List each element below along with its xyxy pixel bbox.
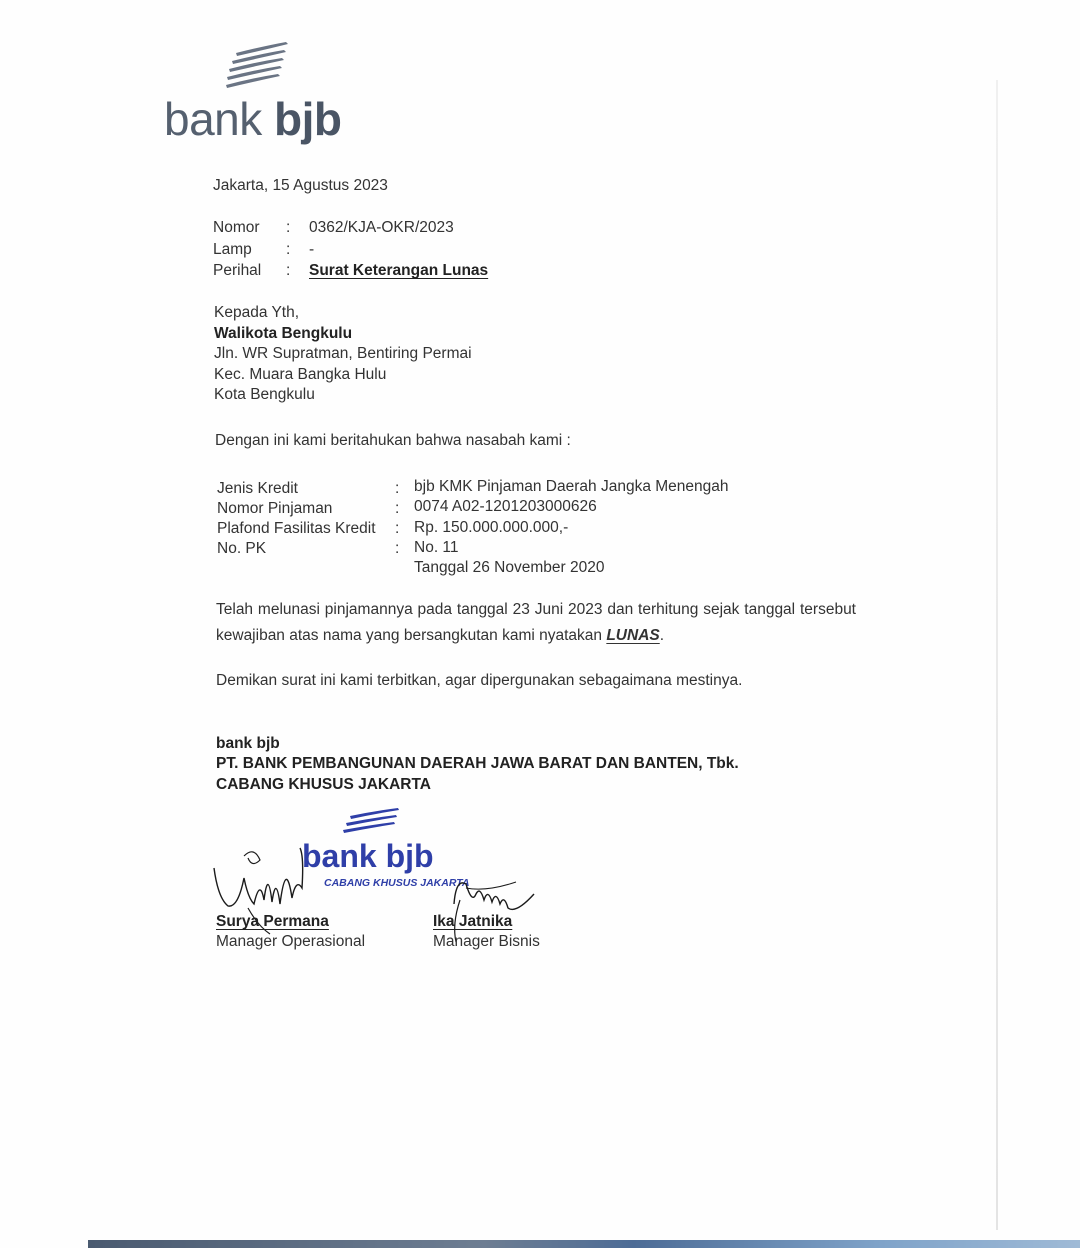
signatory-title-2: Manager Bisnis xyxy=(433,933,540,950)
intro-text: Dengan ini kami beritahukan bahwa nasabah kami : xyxy=(215,432,571,449)
detail-sep: : xyxy=(395,540,400,557)
bottom-edge-strip xyxy=(88,1240,1080,1248)
field-value-perihal: Surat Keterangan Lunas xyxy=(309,262,489,279)
stamp-wordmark: bank bjb xyxy=(302,838,434,874)
closing-org-full: PT. BANK PEMBANGUNAN DAERAH JAWA BARAT DAN BANTEN, Tbk. xyxy=(216,755,739,772)
lunas-emphasis: LUNAS xyxy=(606,627,660,644)
field-value-nomor: 0362/KJA-OKR/2023 xyxy=(309,219,454,236)
field-label-perihal: Perihal xyxy=(213,262,262,279)
logo-wordmark: bank bjb xyxy=(164,93,342,145)
page-edge xyxy=(996,80,998,1230)
detail-value: 0074 A02-1201203000626 xyxy=(414,498,597,515)
field-sep-nomor: : xyxy=(286,219,291,236)
field-label-nomor: Nomor xyxy=(213,219,260,236)
logo-swoosh-icon xyxy=(226,40,292,88)
detail-value: No. 11 xyxy=(414,539,459,556)
detail-sep: : xyxy=(395,520,400,537)
letter-date: Jakarta, 15 Agustus 2023 xyxy=(213,177,388,194)
recipient-address-1: Jln. WR Supratman, Bentiring Permai xyxy=(214,345,472,362)
field-value-lamp: - xyxy=(309,241,315,258)
detail-label: No. PK xyxy=(217,540,267,557)
signatory-name-1: Surya Permana xyxy=(216,913,329,930)
detail-sep: : xyxy=(395,500,400,517)
body-paragraph-2: Demikan surat ini kami terbitkan, agar dipergunakan sebagaimana mestinya. xyxy=(216,672,743,689)
recipient-name: Walikota Bengkulu xyxy=(214,325,353,342)
recipient-salutation: Kepada Yth, xyxy=(214,304,300,321)
recipient-address-2: Kec. Muara Bangka Hulu xyxy=(214,366,387,383)
closing-org-short: bank bjb xyxy=(216,735,280,752)
signatory-name-2: Ika Jatnika xyxy=(433,913,513,930)
bank-logo xyxy=(164,40,374,150)
closing-branch: CABANG KHUSUS JAKARTA xyxy=(216,776,431,793)
body-paragraph-1: Telah melunasi pinjamannya pada tanggal 23 Juni 2023 dan terhitung sejak tanggal tersebut kewajiban atas nama yang bersangkutan kami nyatakan LUNAS. xyxy=(216,601,856,644)
detail-label: Jenis Kredit xyxy=(217,480,298,497)
detail-value: Rp. 150.000.000.000,- xyxy=(414,519,569,536)
signature-ika xyxy=(446,864,542,944)
detail-extra: Tanggal 26 November 2020 xyxy=(414,559,605,576)
field-label-lamp: Lamp xyxy=(213,241,252,258)
signatory-title-1: Manager Operasional xyxy=(216,933,366,950)
recipient-address-3: Kota Bengkulu xyxy=(214,386,315,403)
detail-sep: : xyxy=(395,480,400,497)
field-sep-lamp: : xyxy=(286,241,291,258)
field-sep-perihal: : xyxy=(286,262,291,279)
stamp-swoosh-icon xyxy=(342,808,402,836)
stamp-branch: CABANG KHUSUS JAKARTA xyxy=(324,877,470,889)
detail-label: Plafond Fasilitas Kredit xyxy=(217,520,376,537)
detail-label: Nomor Pinjaman xyxy=(217,500,333,517)
detail-value: bjb KMK Pinjaman Daerah Jangka Menengah xyxy=(414,478,729,495)
